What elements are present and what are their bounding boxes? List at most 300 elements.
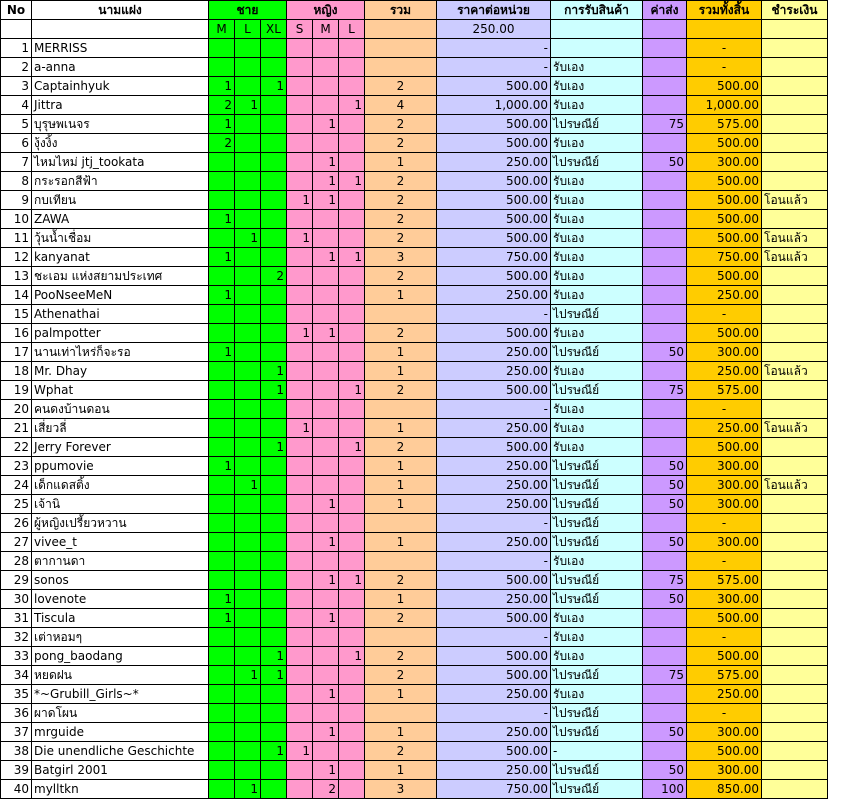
unit-price-cell[interactable]: 250.00 xyxy=(437,153,551,172)
female-l-cell[interactable] xyxy=(339,476,365,495)
male-xl-cell[interactable] xyxy=(261,571,287,590)
delivery-cell[interactable]: รับเอง xyxy=(551,172,643,191)
shipping-cell[interactable]: 100 xyxy=(643,780,687,799)
grand-total-cell[interactable]: 575.00 xyxy=(687,381,762,400)
payment-cell[interactable] xyxy=(762,742,828,761)
female-l-cell[interactable] xyxy=(339,153,365,172)
alias-cell[interactable]: เจ้านิ xyxy=(32,495,209,514)
female-l-cell[interactable] xyxy=(339,210,365,229)
alias-cell[interactable]: PooNseeMeN xyxy=(32,286,209,305)
male-m-cell[interactable] xyxy=(209,362,235,381)
payment-cell[interactable]: โอนแล้ว xyxy=(762,476,828,495)
female-s-cell[interactable] xyxy=(287,210,313,229)
row-number[interactable]: 5 xyxy=(1,115,32,134)
female-l-cell[interactable]: 1 xyxy=(339,647,365,666)
male-xl-cell[interactable] xyxy=(261,115,287,134)
shipping-cell[interactable]: 50 xyxy=(643,457,687,476)
alias-cell[interactable]: pong_baodang xyxy=(32,647,209,666)
total-cell[interactable]: 2 xyxy=(365,172,437,191)
male-xl-cell[interactable] xyxy=(261,324,287,343)
header-female[interactable]: หญิง xyxy=(287,1,365,20)
unit-price-cell[interactable]: 250.00 xyxy=(437,476,551,495)
male-l-cell[interactable]: 1 xyxy=(235,96,261,115)
male-m-cell[interactable] xyxy=(209,628,235,647)
shipping-cell[interactable] xyxy=(643,229,687,248)
size-female-s[interactable]: S xyxy=(287,20,313,39)
female-s-cell[interactable] xyxy=(287,438,313,457)
male-l-cell[interactable] xyxy=(235,343,261,362)
payment-cell[interactable] xyxy=(762,495,828,514)
female-l-cell[interactable]: 1 xyxy=(339,381,365,400)
payment-cell[interactable] xyxy=(762,343,828,362)
row-number[interactable]: 17 xyxy=(1,343,32,362)
size-header-grand[interactable] xyxy=(687,20,762,39)
alias-cell[interactable]: ตากานดา xyxy=(32,552,209,571)
male-xl-cell[interactable] xyxy=(261,590,287,609)
total-cell[interactable] xyxy=(365,628,437,647)
shipping-cell[interactable] xyxy=(643,362,687,381)
delivery-cell[interactable]: รับเอง xyxy=(551,685,643,704)
shipping-cell[interactable]: 50 xyxy=(643,343,687,362)
total-cell[interactable] xyxy=(365,400,437,419)
delivery-cell[interactable]: รับเอง xyxy=(551,229,643,248)
delivery-cell[interactable]: รับเอง xyxy=(551,324,643,343)
male-m-cell[interactable]: 1 xyxy=(209,457,235,476)
female-m-cell[interactable] xyxy=(313,457,339,476)
delivery-cell[interactable]: รับเอง xyxy=(551,248,643,267)
female-m-cell[interactable] xyxy=(313,305,339,324)
male-xl-cell[interactable] xyxy=(261,229,287,248)
payment-cell[interactable] xyxy=(762,77,828,96)
total-cell[interactable]: 4 xyxy=(365,96,437,115)
grand-total-cell[interactable]: 500.00 xyxy=(687,134,762,153)
male-l-cell[interactable]: 1 xyxy=(235,229,261,248)
alias-cell[interactable]: Captainhyuk xyxy=(32,77,209,96)
female-m-cell[interactable]: 1 xyxy=(313,685,339,704)
payment-cell[interactable]: โอนแล้ว xyxy=(762,419,828,438)
female-m-cell[interactable] xyxy=(313,590,339,609)
male-xl-cell[interactable] xyxy=(261,419,287,438)
unit-price-cell[interactable]: 750.00 xyxy=(437,780,551,799)
male-l-cell[interactable] xyxy=(235,210,261,229)
delivery-cell[interactable]: รับเอง xyxy=(551,77,643,96)
unit-price-cell[interactable]: - xyxy=(437,628,551,647)
delivery-cell[interactable]: ไปรษณีย์ xyxy=(551,115,643,134)
payment-cell[interactable] xyxy=(762,39,828,58)
female-m-cell[interactable] xyxy=(313,742,339,761)
male-xl-cell[interactable] xyxy=(261,457,287,476)
total-cell[interactable]: 2 xyxy=(365,571,437,590)
female-m-cell[interactable] xyxy=(313,229,339,248)
female-l-cell[interactable] xyxy=(339,324,365,343)
row-number[interactable]: 30 xyxy=(1,590,32,609)
male-m-cell[interactable] xyxy=(209,305,235,324)
payment-cell[interactable] xyxy=(762,552,828,571)
alias-cell[interactable]: หยดฝน xyxy=(32,666,209,685)
total-cell[interactable] xyxy=(365,58,437,77)
grand-total-cell[interactable]: 300.00 xyxy=(687,533,762,552)
size-female-l[interactable]: L xyxy=(339,20,365,39)
header-no[interactable]: No xyxy=(1,1,32,20)
payment-cell[interactable] xyxy=(762,571,828,590)
female-l-cell[interactable] xyxy=(339,552,365,571)
unit-price-cell[interactable]: 250.00 xyxy=(437,590,551,609)
male-xl-cell[interactable] xyxy=(261,286,287,305)
delivery-cell[interactable]: รับเอง xyxy=(551,419,643,438)
unit-price-cell[interactable]: - xyxy=(437,39,551,58)
male-m-cell[interactable] xyxy=(209,704,235,723)
unit-price-cell[interactable]: 500.00 xyxy=(437,742,551,761)
male-l-cell[interactable] xyxy=(235,552,261,571)
female-s-cell[interactable] xyxy=(287,628,313,647)
row-number[interactable]: 39 xyxy=(1,761,32,780)
delivery-cell[interactable]: รับเอง xyxy=(551,267,643,286)
male-xl-cell[interactable] xyxy=(261,96,287,115)
grand-total-cell[interactable]: 300.00 xyxy=(687,476,762,495)
row-number[interactable]: 8 xyxy=(1,172,32,191)
grand-total-cell[interactable]: 500.00 xyxy=(687,77,762,96)
alias-cell[interactable]: ZAWA xyxy=(32,210,209,229)
female-l-cell[interactable] xyxy=(339,400,365,419)
female-l-cell[interactable] xyxy=(339,780,365,799)
female-l-cell[interactable] xyxy=(339,704,365,723)
shipping-cell[interactable] xyxy=(643,704,687,723)
female-m-cell[interactable] xyxy=(313,666,339,685)
unit-price-cell[interactable]: - xyxy=(437,704,551,723)
shipping-cell[interactable]: 50 xyxy=(643,590,687,609)
payment-cell[interactable] xyxy=(762,761,828,780)
size-male-l[interactable]: L xyxy=(235,20,261,39)
unit-price-cell[interactable]: 500.00 xyxy=(437,438,551,457)
row-number[interactable]: 25 xyxy=(1,495,32,514)
grand-total-cell[interactable]: 250.00 xyxy=(687,362,762,381)
payment-cell[interactable]: โอนแล้ว xyxy=(762,229,828,248)
grand-total-cell[interactable]: 300.00 xyxy=(687,723,762,742)
shipping-cell[interactable] xyxy=(643,628,687,647)
shipping-cell[interactable]: 50 xyxy=(643,533,687,552)
male-m-cell[interactable] xyxy=(209,419,235,438)
alias-cell[interactable]: Batgirl 2001 xyxy=(32,761,209,780)
male-xl-cell[interactable]: 1 xyxy=(261,77,287,96)
unit-price-cell[interactable]: 500.00 xyxy=(437,134,551,153)
male-l-cell[interactable] xyxy=(235,39,261,58)
grand-total-cell[interactable]: - xyxy=(687,514,762,533)
male-xl-cell[interactable] xyxy=(261,248,287,267)
alias-cell[interactable]: กบเทียน xyxy=(32,191,209,210)
male-l-cell[interactable] xyxy=(235,286,261,305)
female-l-cell[interactable] xyxy=(339,134,365,153)
male-m-cell[interactable] xyxy=(209,438,235,457)
unit-price-cell[interactable]: 750.00 xyxy=(437,248,551,267)
delivery-cell[interactable]: รับเอง xyxy=(551,609,643,628)
male-l-cell[interactable] xyxy=(235,495,261,514)
male-l-cell[interactable] xyxy=(235,172,261,191)
female-m-cell[interactable]: 1 xyxy=(313,533,339,552)
delivery-cell[interactable]: รับเอง xyxy=(551,96,643,115)
female-l-cell[interactable] xyxy=(339,590,365,609)
male-xl-cell[interactable] xyxy=(261,628,287,647)
shipping-cell[interactable] xyxy=(643,647,687,666)
grand-total-cell[interactable]: - xyxy=(687,39,762,58)
payment-cell[interactable] xyxy=(762,514,828,533)
female-m-cell[interactable] xyxy=(313,286,339,305)
male-m-cell[interactable] xyxy=(209,552,235,571)
unit-price-cell[interactable]: 500.00 xyxy=(437,647,551,666)
row-number[interactable]: 19 xyxy=(1,381,32,400)
payment-cell[interactable] xyxy=(762,115,828,134)
shipping-cell[interactable] xyxy=(643,324,687,343)
male-m-cell[interactable] xyxy=(209,191,235,210)
alias-cell[interactable]: Tiscula xyxy=(32,609,209,628)
grand-total-cell[interactable]: 500.00 xyxy=(687,742,762,761)
row-number[interactable]: 40 xyxy=(1,780,32,799)
male-xl-cell[interactable] xyxy=(261,58,287,77)
male-xl-cell[interactable] xyxy=(261,552,287,571)
grand-total-cell[interactable]: 575.00 xyxy=(687,571,762,590)
male-xl-cell[interactable]: 1 xyxy=(261,381,287,400)
total-cell[interactable]: 1 xyxy=(365,362,437,381)
male-l-cell[interactable] xyxy=(235,248,261,267)
row-number[interactable]: 23 xyxy=(1,457,32,476)
delivery-cell[interactable]: ไปรษณีย์ xyxy=(551,571,643,590)
female-s-cell[interactable] xyxy=(287,780,313,799)
delivery-cell[interactable]: ไปรษณีย์ xyxy=(551,476,643,495)
total-cell[interactable]: 1 xyxy=(365,495,437,514)
male-m-cell[interactable] xyxy=(209,381,235,400)
female-m-cell[interactable] xyxy=(313,628,339,647)
male-l-cell[interactable] xyxy=(235,77,261,96)
grand-total-cell[interactable]: 300.00 xyxy=(687,761,762,780)
male-l-cell[interactable] xyxy=(235,324,261,343)
male-m-cell[interactable] xyxy=(209,400,235,419)
payment-cell[interactable] xyxy=(762,210,828,229)
total-cell[interactable]: 1 xyxy=(365,457,437,476)
total-cell[interactable] xyxy=(365,552,437,571)
shipping-cell[interactable] xyxy=(643,248,687,267)
female-s-cell[interactable] xyxy=(287,172,313,191)
total-cell[interactable]: 2 xyxy=(365,381,437,400)
row-number[interactable]: 28 xyxy=(1,552,32,571)
female-m-cell[interactable] xyxy=(313,476,339,495)
alias-cell[interactable]: กระรอกสีฟ้า xyxy=(32,172,209,191)
total-cell[interactable]: 2 xyxy=(365,77,437,96)
male-xl-cell[interactable]: 2 xyxy=(261,267,287,286)
female-m-cell[interactable] xyxy=(313,438,339,457)
female-s-cell[interactable] xyxy=(287,362,313,381)
female-s-cell[interactable] xyxy=(287,552,313,571)
shipping-cell[interactable] xyxy=(643,685,687,704)
total-cell[interactable]: 1 xyxy=(365,685,437,704)
row-number[interactable]: 24 xyxy=(1,476,32,495)
payment-cell[interactable]: โอนแล้ว xyxy=(762,248,828,267)
delivery-cell[interactable]: รับเอง xyxy=(551,210,643,229)
female-m-cell[interactable] xyxy=(313,704,339,723)
female-m-cell[interactable] xyxy=(313,552,339,571)
female-s-cell[interactable] xyxy=(287,590,313,609)
total-cell[interactable]: 2 xyxy=(365,324,437,343)
male-m-cell[interactable] xyxy=(209,476,235,495)
grand-total-cell[interactable]: 500.00 xyxy=(687,647,762,666)
total-cell[interactable] xyxy=(365,305,437,324)
male-m-cell[interactable]: 1 xyxy=(209,77,235,96)
unit-price-cell[interactable]: 1,000.00 xyxy=(437,96,551,115)
row-number[interactable]: 38 xyxy=(1,742,32,761)
payment-cell[interactable] xyxy=(762,134,828,153)
row-number[interactable]: 21 xyxy=(1,419,32,438)
row-number[interactable]: 4 xyxy=(1,96,32,115)
male-l-cell[interactable] xyxy=(235,419,261,438)
alias-cell[interactable]: วุ้นน้ำเชื่อม xyxy=(32,229,209,248)
male-l-cell[interactable] xyxy=(235,58,261,77)
shipping-cell[interactable]: 50 xyxy=(643,476,687,495)
row-number[interactable]: 34 xyxy=(1,666,32,685)
shipping-cell[interactable] xyxy=(643,267,687,286)
payment-cell[interactable] xyxy=(762,666,828,685)
male-xl-cell[interactable] xyxy=(261,153,287,172)
female-s-cell[interactable] xyxy=(287,39,313,58)
delivery-cell[interactable]: ไปรษณีย์ xyxy=(551,666,643,685)
male-l-cell[interactable] xyxy=(235,267,261,286)
row-number[interactable]: 9 xyxy=(1,191,32,210)
male-l-cell[interactable]: 1 xyxy=(235,780,261,799)
female-m-cell[interactable]: 1 xyxy=(313,191,339,210)
unit-price-cell[interactable]: 500.00 xyxy=(437,267,551,286)
female-l-cell[interactable] xyxy=(339,666,365,685)
delivery-cell[interactable]: ไปรษณีย์ xyxy=(551,343,643,362)
row-number[interactable]: 11 xyxy=(1,229,32,248)
payment-cell[interactable]: โอนแล้ว xyxy=(762,362,828,381)
female-m-cell[interactable]: 1 xyxy=(313,324,339,343)
total-cell[interactable]: 2 xyxy=(365,267,437,286)
delivery-cell[interactable]: รับเอง xyxy=(551,191,643,210)
male-xl-cell[interactable] xyxy=(261,609,287,628)
male-m-cell[interactable] xyxy=(209,647,235,666)
female-m-cell[interactable] xyxy=(313,514,339,533)
unit-price-cell[interactable]: 250.00 xyxy=(437,495,551,514)
grand-total-cell[interactable]: 500.00 xyxy=(687,191,762,210)
female-l-cell[interactable]: 1 xyxy=(339,571,365,590)
unit-price-cell[interactable]: 250.00 xyxy=(437,761,551,780)
unit-price-cell[interactable]: 250.00 xyxy=(437,286,551,305)
delivery-cell[interactable]: ไปรษณีย์ xyxy=(551,514,643,533)
total-cell[interactable]: 1 xyxy=(365,761,437,780)
alias-cell[interactable]: palmpotter xyxy=(32,324,209,343)
male-m-cell[interactable]: 1 xyxy=(209,248,235,267)
female-s-cell[interactable] xyxy=(287,343,313,362)
size-header-name[interactable] xyxy=(32,20,209,39)
delivery-cell[interactable]: ไปรษณีย์ xyxy=(551,761,643,780)
female-s-cell[interactable] xyxy=(287,115,313,134)
female-m-cell[interactable] xyxy=(313,77,339,96)
female-m-cell[interactable] xyxy=(313,58,339,77)
male-m-cell[interactable] xyxy=(209,172,235,191)
male-m-cell[interactable] xyxy=(209,39,235,58)
unit-price-cell[interactable]: 500.00 xyxy=(437,77,551,96)
payment-cell[interactable] xyxy=(762,609,828,628)
female-s-cell[interactable] xyxy=(287,571,313,590)
delivery-cell[interactable]: รับเอง xyxy=(551,552,643,571)
female-s-cell[interactable]: 1 xyxy=(287,324,313,343)
shipping-cell[interactable] xyxy=(643,191,687,210)
payment-cell[interactable] xyxy=(762,324,828,343)
unit-price-cell[interactable]: 250.00 xyxy=(437,419,551,438)
grand-total-cell[interactable]: 500.00 xyxy=(687,229,762,248)
male-l-cell[interactable] xyxy=(235,761,261,780)
grand-total-cell[interactable]: - xyxy=(687,704,762,723)
male-xl-cell[interactable] xyxy=(261,343,287,362)
male-m-cell[interactable]: 1 xyxy=(209,609,235,628)
row-number[interactable]: 12 xyxy=(1,248,32,267)
male-xl-cell[interactable] xyxy=(261,172,287,191)
female-m-cell[interactable]: 1 xyxy=(313,609,339,628)
grand-total-cell[interactable]: 500.00 xyxy=(687,210,762,229)
shipping-cell[interactable] xyxy=(643,419,687,438)
shipping-cell[interactable] xyxy=(643,77,687,96)
row-number[interactable]: 7 xyxy=(1,153,32,172)
male-xl-cell[interactable] xyxy=(261,191,287,210)
shipping-cell[interactable]: 75 xyxy=(643,115,687,134)
unit-price-cell[interactable]: 500.00 xyxy=(437,210,551,229)
female-m-cell[interactable] xyxy=(313,419,339,438)
male-m-cell[interactable]: 1 xyxy=(209,115,235,134)
female-m-cell[interactable] xyxy=(313,96,339,115)
row-number[interactable]: 10 xyxy=(1,210,32,229)
shipping-cell[interactable] xyxy=(643,552,687,571)
delivery-cell[interactable]: ไปรษณีย์ xyxy=(551,704,643,723)
alias-cell[interactable]: เต่าหอมๆ xyxy=(32,628,209,647)
payment-cell[interactable] xyxy=(762,267,828,286)
grand-total-cell[interactable]: 300.00 xyxy=(687,153,762,172)
grand-total-cell[interactable]: 250.00 xyxy=(687,419,762,438)
male-m-cell[interactable]: 2 xyxy=(209,96,235,115)
row-number[interactable]: 14 xyxy=(1,286,32,305)
shipping-cell[interactable] xyxy=(643,210,687,229)
total-cell[interactable]: 1 xyxy=(365,723,437,742)
male-l-cell[interactable] xyxy=(235,305,261,324)
female-m-cell[interactable]: 1 xyxy=(313,495,339,514)
shipping-cell[interactable]: 50 xyxy=(643,723,687,742)
female-s-cell[interactable] xyxy=(287,305,313,324)
shipping-cell[interactable] xyxy=(643,400,687,419)
female-l-cell[interactable] xyxy=(339,495,365,514)
female-m-cell[interactable] xyxy=(313,381,339,400)
male-m-cell[interactable] xyxy=(209,153,235,172)
alias-cell[interactable]: Jerry Forever xyxy=(32,438,209,457)
female-m-cell[interactable] xyxy=(313,343,339,362)
header-payment[interactable]: ชำระเงิน xyxy=(762,1,828,20)
alias-cell[interactable]: Mr. Dhay xyxy=(32,362,209,381)
grand-total-cell[interactable]: 300.00 xyxy=(687,590,762,609)
total-cell[interactable]: 1 xyxy=(365,153,437,172)
male-xl-cell[interactable] xyxy=(261,210,287,229)
row-number[interactable]: 27 xyxy=(1,533,32,552)
payment-cell[interactable] xyxy=(762,723,828,742)
payment-cell[interactable] xyxy=(762,457,828,476)
alias-cell[interactable]: เสี่ยวลี่ xyxy=(32,419,209,438)
alias-cell[interactable]: Wphat xyxy=(32,381,209,400)
male-m-cell[interactable] xyxy=(209,58,235,77)
female-m-cell[interactable]: 1 xyxy=(313,571,339,590)
alias-cell[interactable]: Die unendliche Geschichte xyxy=(32,742,209,761)
grand-total-cell[interactable]: - xyxy=(687,628,762,647)
grand-total-cell[interactable]: 500.00 xyxy=(687,324,762,343)
male-l-cell[interactable] xyxy=(235,704,261,723)
total-cell[interactable]: 1 xyxy=(365,343,437,362)
total-cell[interactable]: 1 xyxy=(365,533,437,552)
unit-price-cell[interactable]: 500.00 xyxy=(437,172,551,191)
delivery-cell[interactable] xyxy=(551,39,643,58)
total-cell[interactable]: 2 xyxy=(365,210,437,229)
